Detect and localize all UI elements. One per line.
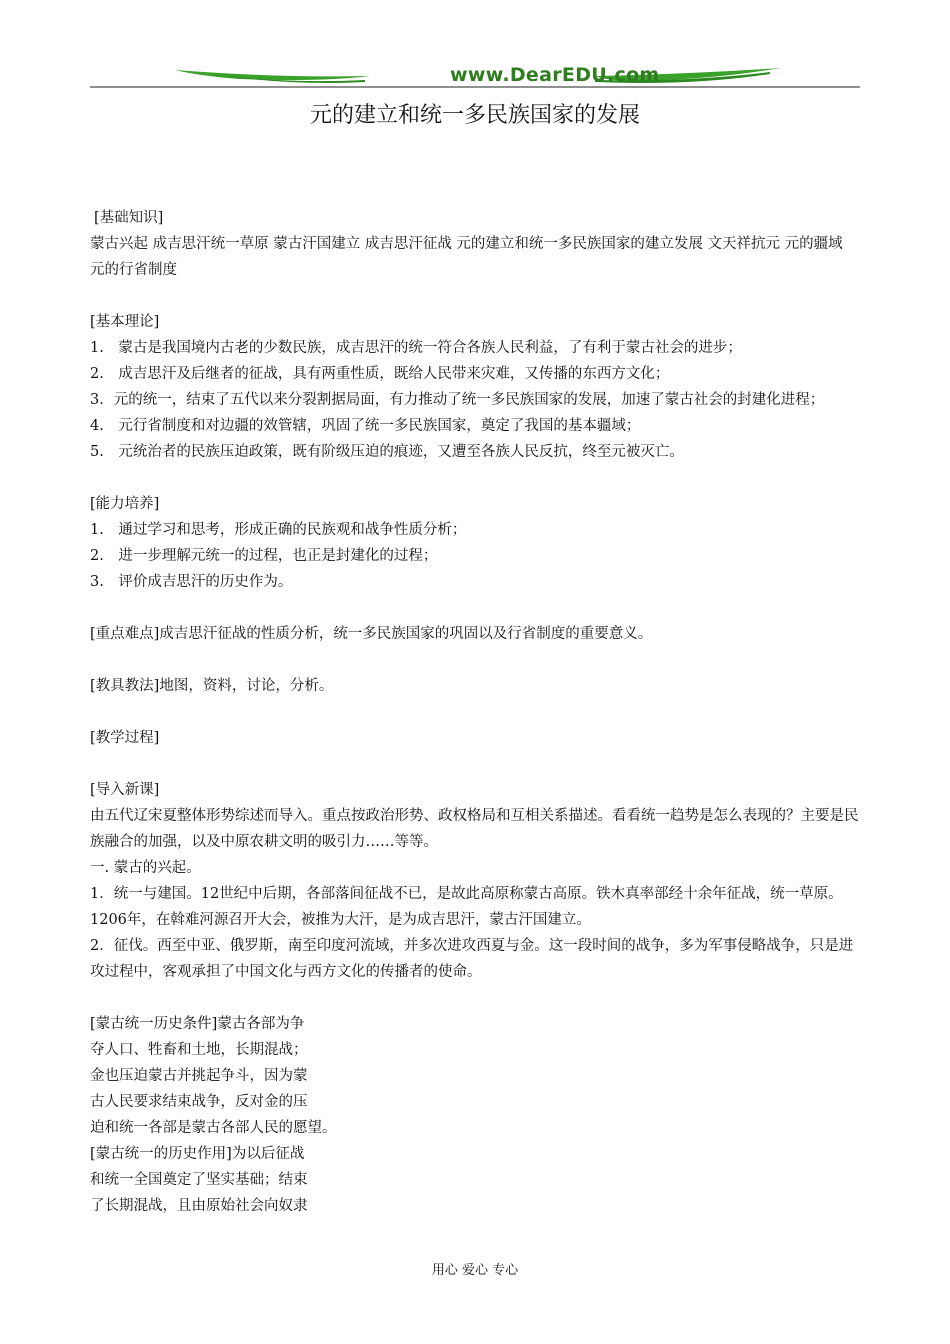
side-line-6: [蒙古统一的历史作用]为以后征战 <box>90 1146 305 1162</box>
basic-knowledge-text: 蒙古兴起 成吉思汗统一草原 蒙古汗国建立 成吉思汗征战 元的建立和统一多民族国家的建立发展 文天祥抗元 元的疆域 元的行省制度 <box>90 236 843 278</box>
side-line-5: 迫和统一各部是蒙古各部人民的愿望。 <box>90 1120 337 1136</box>
theory-item-2: 2. 成吉思汗及后继者的征战，具有两重性质，既给人民带来灾难，又传播的东西方文化； <box>90 366 670 382</box>
part1-title: 一. 蒙古的兴起。 <box>90 860 201 876</box>
page-footer: 用心 爱心 专心 <box>431 1263 519 1278</box>
theory-item-3: 3．元的统一，结束了五代以来分裂割据局面，有力推动了统一多民族国家的发展，加速了蒙古社会的封建化进程； <box>90 392 825 408</box>
part1-item-2: 2．征伐。西至中亚、俄罗斯，南至印度河流域，并多次进攻西夏与金。这一段时间的战争，多为军事侵略战争，只是进攻过程中，客观承担了中国文化与西方文化的传播者的使命。 <box>90 938 854 980</box>
theory-item-4: 4. 元行省制度和对边疆的效管辖，巩固了统一多民族国家，奠定了我国的基本疆域； <box>90 418 641 434</box>
intro-text: 由五代辽宋夏整体形势综述而导入。重点按政治形势、政权格局和互相关系描述。看看统一趋势是怎么表现的？主要是民族融合的加强，以及中原农耕文明的吸引力……等等。 <box>90 808 859 850</box>
theory-item-1: 1. 蒙古是我国境内古老的少数民族，成吉思汗的统一符合各族人民利益，了有利于蒙古社会的进步； <box>90 340 742 356</box>
process-label: [教学过程] <box>90 730 160 746</box>
ability-item-3: 3. 评价成吉思汗的历史作为。 <box>90 574 293 590</box>
part1-item-1: 1．统一与建国。12世纪中后期，各部落间征战不已，是故此高原称蒙古高原。铁木真率部经十余年征战，统一草原。1206年，在斡难河源召开大会，被推为大汗，是为成吉思汗，蒙古汗国建立。 <box>90 886 843 928</box>
ability-label: [能力培养] <box>90 496 160 512</box>
tools: [教具教法]地图，资料，讨论，分析。 <box>90 678 334 694</box>
ability-item-1: 1. 通过学习和思考，形成正确的民族观和战争性质分析； <box>90 522 467 538</box>
page-title: 元的建立和统一多民族国家的发展 <box>309 103 640 128</box>
key-points: [重点难点]成吉思汗征战的性质分析，统一多民族国家的巩固以及行省制度的重要意义。 <box>90 626 653 642</box>
side-line-2: 夺人口、牲畜和土地，长期混战； <box>90 1042 308 1058</box>
side-line-1: [蒙古统一历史条件]蒙古各部为争 <box>90 1016 305 1032</box>
theory-label: [基本理论] <box>90 314 160 330</box>
site-header <box>90 62 860 92</box>
side-line-8: 了长期混战，且由原始社会向奴隶 <box>90 1198 308 1214</box>
side-line-4: 古人民要求结束战争，反对金的压 <box>90 1094 308 1110</box>
site-logo-text: www.DearEDU.com <box>450 64 660 86</box>
basic-knowledge-label: [基础知识] <box>94 210 164 226</box>
document-body <box>90 205 860 1219</box>
intro-label: [导入新课] <box>90 782 160 798</box>
theory-item-5: 5. 元统治者的民族压迫政策，既有阶级压迫的痕迹，又遭至各族人民反抗，终至元被灭亡。 <box>90 444 684 460</box>
side-line-7: 和统一全国奠定了坚实基础；结束 <box>90 1172 308 1188</box>
ability-item-2: 2. 进一步理解元统一的过程，也正是封建化的过程； <box>90 548 438 564</box>
side-line-3: 金也压迫蒙古并挑起争斗，因为蒙 <box>90 1068 308 1084</box>
